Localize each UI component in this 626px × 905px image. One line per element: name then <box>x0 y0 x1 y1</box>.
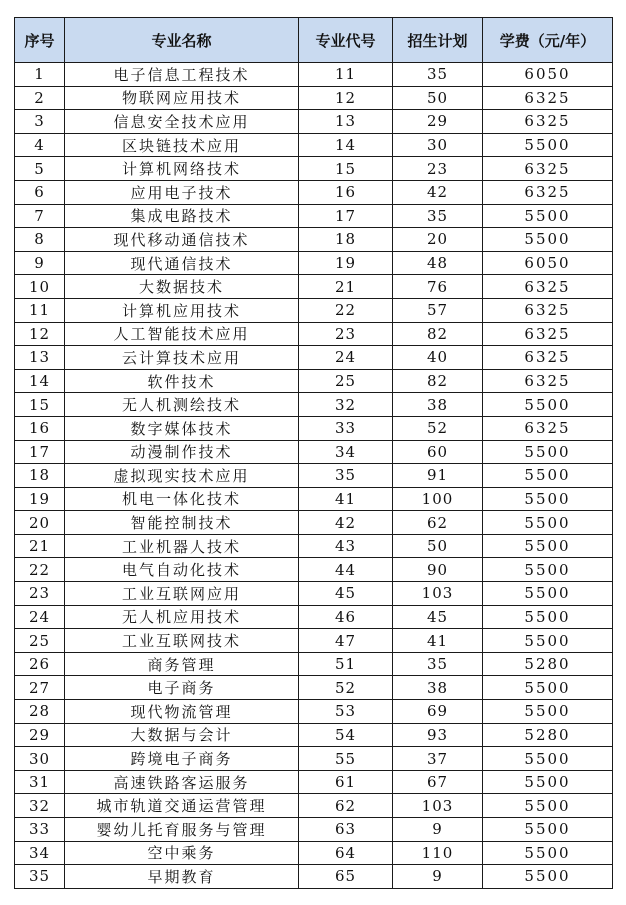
cell-major-code: 24 <box>299 346 393 370</box>
cell-major-code: 43 <box>299 534 393 558</box>
cell-major-code: 55 <box>299 747 393 771</box>
cell-major-code: 21 <box>299 275 393 299</box>
cell-enrollment-plan: 67 <box>393 770 483 794</box>
table-row <box>15 629 613 653</box>
cell-index: 34 <box>15 841 65 865</box>
cell-enrollment-plan: 45 <box>393 605 483 629</box>
cell-tuition: 5500 <box>483 676 613 700</box>
cell-major-code: 46 <box>299 605 393 629</box>
cell-enrollment-plan: 91 <box>393 464 483 488</box>
cell-index: 22 <box>15 558 65 582</box>
cell-tuition: 6325 <box>483 275 613 299</box>
cell-tuition: 6325 <box>483 157 613 181</box>
cell-enrollment-plan: 62 <box>393 511 483 535</box>
cell-tuition: 5500 <box>483 487 613 511</box>
cell-major-code: 32 <box>299 393 393 417</box>
cell-index: 21 <box>15 534 65 558</box>
table-body <box>15 63 613 889</box>
cell-major-code: 41 <box>299 487 393 511</box>
cell-index: 6 <box>15 180 65 204</box>
cell-tuition: 5500 <box>483 464 613 488</box>
cell-major-name: 动漫制作技术 <box>65 440 299 464</box>
cell-index: 1 <box>15 63 65 87</box>
cell-enrollment-plan: 35 <box>393 63 483 87</box>
header-major-name: 专业名称 <box>65 18 299 63</box>
cell-major-name: 跨境电子商务 <box>65 747 299 771</box>
cell-major-name: 空中乘务 <box>65 841 299 865</box>
cell-enrollment-plan: 38 <box>393 393 483 417</box>
cell-index: 16 <box>15 416 65 440</box>
cell-major-name: 现代物流管理 <box>65 700 299 724</box>
cell-enrollment-plan: 42 <box>393 180 483 204</box>
table-row <box>15 723 613 747</box>
cell-major-name: 大数据技术 <box>65 275 299 299</box>
cell-index: 9 <box>15 251 65 275</box>
cell-major-name: 区块链技术应用 <box>65 133 299 157</box>
cell-enrollment-plan: 93 <box>393 723 483 747</box>
cell-enrollment-plan: 82 <box>393 322 483 346</box>
cell-tuition: 5500 <box>483 770 613 794</box>
cell-index: 29 <box>15 723 65 747</box>
header-index: 序号 <box>15 18 65 63</box>
cell-index: 8 <box>15 228 65 252</box>
cell-index: 25 <box>15 629 65 653</box>
table-row <box>15 770 613 794</box>
cell-tuition: 5280 <box>483 652 613 676</box>
table-row <box>15 228 613 252</box>
cell-index: 19 <box>15 487 65 511</box>
table-row <box>15 605 613 629</box>
table-row <box>15 133 613 157</box>
table-row <box>15 275 613 299</box>
cell-index: 4 <box>15 133 65 157</box>
cell-tuition: 6325 <box>483 180 613 204</box>
table-row <box>15 865 613 889</box>
cell-major-name: 信息安全技术应用 <box>65 110 299 134</box>
cell-major-name: 电子信息工程技术 <box>65 63 299 87</box>
cell-enrollment-plan: 38 <box>393 676 483 700</box>
table-row <box>15 534 613 558</box>
enrollment-table-container <box>14 17 612 889</box>
cell-tuition: 5500 <box>483 534 613 558</box>
cell-tuition: 5500 <box>483 818 613 842</box>
cell-major-code: 15 <box>299 157 393 181</box>
cell-major-name: 物联网应用技术 <box>65 86 299 110</box>
cell-index: 14 <box>15 369 65 393</box>
table-row <box>15 747 613 771</box>
cell-major-name: 高速铁路客运服务 <box>65 770 299 794</box>
table-row <box>15 86 613 110</box>
cell-index: 3 <box>15 110 65 134</box>
cell-major-code: 61 <box>299 770 393 794</box>
table-row <box>15 346 613 370</box>
table-row <box>15 841 613 865</box>
cell-major-code: 13 <box>299 110 393 134</box>
table-row <box>15 558 613 582</box>
cell-major-name: 云计算技术应用 <box>65 346 299 370</box>
cell-major-code: 17 <box>299 204 393 228</box>
cell-index: 35 <box>15 865 65 889</box>
cell-tuition: 5500 <box>483 440 613 464</box>
enrollment-table <box>14 17 613 889</box>
cell-index: 31 <box>15 770 65 794</box>
cell-enrollment-plan: 52 <box>393 416 483 440</box>
cell-major-name: 无人机应用技术 <box>65 605 299 629</box>
cell-index: 2 <box>15 86 65 110</box>
cell-index: 32 <box>15 794 65 818</box>
cell-major-code: 63 <box>299 818 393 842</box>
table-row <box>15 511 613 535</box>
table-row <box>15 251 613 275</box>
cell-major-code: 42 <box>299 511 393 535</box>
cell-tuition: 6050 <box>483 63 613 87</box>
cell-major-name: 现代通信技术 <box>65 251 299 275</box>
cell-enrollment-plan: 35 <box>393 652 483 676</box>
cell-major-name: 数字媒体技术 <box>65 416 299 440</box>
table-row <box>15 393 613 417</box>
table-row <box>15 582 613 606</box>
cell-tuition: 5500 <box>483 204 613 228</box>
cell-enrollment-plan: 82 <box>393 369 483 393</box>
table-row <box>15 794 613 818</box>
cell-enrollment-plan: 50 <box>393 534 483 558</box>
table-row <box>15 416 613 440</box>
cell-index: 24 <box>15 605 65 629</box>
cell-major-name: 计算机网络技术 <box>65 157 299 181</box>
cell-major-name: 软件技术 <box>65 369 299 393</box>
table-row <box>15 676 613 700</box>
cell-major-code: 25 <box>299 369 393 393</box>
cell-tuition: 6050 <box>483 251 613 275</box>
table-header-row <box>15 18 613 63</box>
cell-major-name: 大数据与会计 <box>65 723 299 747</box>
cell-enrollment-plan: 30 <box>393 133 483 157</box>
cell-tuition: 6325 <box>483 369 613 393</box>
cell-major-name: 城市轨道交通运营管理 <box>65 794 299 818</box>
cell-tuition: 5500 <box>483 794 613 818</box>
cell-major-name: 早期教育 <box>65 865 299 889</box>
cell-major-code: 54 <box>299 723 393 747</box>
table-row <box>15 440 613 464</box>
table-row <box>15 157 613 181</box>
cell-major-name: 现代移动通信技术 <box>65 228 299 252</box>
cell-tuition: 6325 <box>483 346 613 370</box>
cell-tuition: 5500 <box>483 629 613 653</box>
cell-enrollment-plan: 69 <box>393 700 483 724</box>
cell-major-name: 无人机测绘技术 <box>65 393 299 417</box>
cell-enrollment-plan: 9 <box>393 865 483 889</box>
cell-tuition: 6325 <box>483 86 613 110</box>
cell-enrollment-plan: 60 <box>393 440 483 464</box>
cell-tuition: 6325 <box>483 416 613 440</box>
table-row <box>15 110 613 134</box>
cell-enrollment-plan: 48 <box>393 251 483 275</box>
cell-index: 17 <box>15 440 65 464</box>
cell-major-code: 47 <box>299 629 393 653</box>
cell-major-code: 44 <box>299 558 393 582</box>
cell-major-name: 商务管理 <box>65 652 299 676</box>
header-major-code: 专业代号 <box>299 18 393 63</box>
table-row <box>15 204 613 228</box>
cell-tuition: 6325 <box>483 322 613 346</box>
cell-index: 27 <box>15 676 65 700</box>
cell-enrollment-plan: 40 <box>393 346 483 370</box>
cell-major-code: 14 <box>299 133 393 157</box>
cell-index: 30 <box>15 747 65 771</box>
table-row <box>15 369 613 393</box>
cell-tuition: 5500 <box>483 511 613 535</box>
cell-major-code: 51 <box>299 652 393 676</box>
cell-index: 10 <box>15 275 65 299</box>
cell-index: 11 <box>15 298 65 322</box>
cell-index: 23 <box>15 582 65 606</box>
cell-index: 28 <box>15 700 65 724</box>
cell-tuition: 5500 <box>483 747 613 771</box>
cell-major-code: 45 <box>299 582 393 606</box>
cell-major-code: 22 <box>299 298 393 322</box>
cell-enrollment-plan: 103 <box>393 794 483 818</box>
header-tuition: 学费（元/年） <box>483 18 613 63</box>
cell-enrollment-plan: 35 <box>393 204 483 228</box>
cell-major-name: 智能控制技术 <box>65 511 299 535</box>
cell-index: 33 <box>15 818 65 842</box>
cell-tuition: 5500 <box>483 133 613 157</box>
cell-tuition: 5280 <box>483 723 613 747</box>
cell-major-code: 18 <box>299 228 393 252</box>
cell-tuition: 6325 <box>483 110 613 134</box>
table-row <box>15 652 613 676</box>
cell-tuition: 5500 <box>483 605 613 629</box>
cell-major-name: 婴幼儿托育服务与管理 <box>65 818 299 842</box>
cell-enrollment-plan: 20 <box>393 228 483 252</box>
cell-major-code: 52 <box>299 676 393 700</box>
table-row <box>15 63 613 87</box>
cell-major-code: 65 <box>299 865 393 889</box>
cell-major-code: 62 <box>299 794 393 818</box>
table-row <box>15 700 613 724</box>
cell-major-name: 虚拟现实技术应用 <box>65 464 299 488</box>
cell-enrollment-plan: 110 <box>393 841 483 865</box>
cell-major-name: 应用电子技术 <box>65 180 299 204</box>
cell-tuition: 5500 <box>483 865 613 889</box>
cell-index: 15 <box>15 393 65 417</box>
cell-index: 13 <box>15 346 65 370</box>
cell-major-name: 计算机应用技术 <box>65 298 299 322</box>
cell-enrollment-plan: 41 <box>393 629 483 653</box>
cell-enrollment-plan: 103 <box>393 582 483 606</box>
cell-tuition: 6325 <box>483 298 613 322</box>
cell-enrollment-plan: 29 <box>393 110 483 134</box>
table-row <box>15 298 613 322</box>
cell-major-code: 11 <box>299 63 393 87</box>
cell-major-code: 16 <box>299 180 393 204</box>
cell-major-name: 电气自动化技术 <box>65 558 299 582</box>
cell-enrollment-plan: 57 <box>393 298 483 322</box>
cell-enrollment-plan: 50 <box>393 86 483 110</box>
cell-major-name: 集成电路技术 <box>65 204 299 228</box>
cell-major-name: 工业互联网技术 <box>65 629 299 653</box>
cell-major-name: 工业互联网应用 <box>65 582 299 606</box>
cell-major-code: 53 <box>299 700 393 724</box>
cell-tuition: 5500 <box>483 841 613 865</box>
cell-tuition: 5500 <box>483 582 613 606</box>
cell-index: 18 <box>15 464 65 488</box>
cell-index: 26 <box>15 652 65 676</box>
cell-enrollment-plan: 23 <box>393 157 483 181</box>
cell-enrollment-plan: 100 <box>393 487 483 511</box>
cell-enrollment-plan: 9 <box>393 818 483 842</box>
cell-major-code: 23 <box>299 322 393 346</box>
cell-major-code: 34 <box>299 440 393 464</box>
cell-enrollment-plan: 76 <box>393 275 483 299</box>
cell-index: 20 <box>15 511 65 535</box>
cell-enrollment-plan: 37 <box>393 747 483 771</box>
table-row <box>15 487 613 511</box>
cell-tuition: 5500 <box>483 558 613 582</box>
cell-index: 7 <box>15 204 65 228</box>
table-row <box>15 818 613 842</box>
cell-major-code: 35 <box>299 464 393 488</box>
table-row <box>15 180 613 204</box>
cell-major-code: 19 <box>299 251 393 275</box>
cell-enrollment-plan: 90 <box>393 558 483 582</box>
header-enrollment-plan: 招生计划 <box>393 18 483 63</box>
table-row <box>15 322 613 346</box>
cell-major-name: 机电一体化技术 <box>65 487 299 511</box>
cell-index: 5 <box>15 157 65 181</box>
cell-major-name: 人工智能技术应用 <box>65 322 299 346</box>
cell-major-code: 12 <box>299 86 393 110</box>
cell-tuition: 5500 <box>483 228 613 252</box>
cell-tuition: 5500 <box>483 700 613 724</box>
cell-tuition: 5500 <box>483 393 613 417</box>
cell-major-code: 33 <box>299 416 393 440</box>
cell-major-name: 电子商务 <box>65 676 299 700</box>
cell-major-name: 工业机器人技术 <box>65 534 299 558</box>
table-row <box>15 464 613 488</box>
cell-index: 12 <box>15 322 65 346</box>
cell-major-code: 64 <box>299 841 393 865</box>
